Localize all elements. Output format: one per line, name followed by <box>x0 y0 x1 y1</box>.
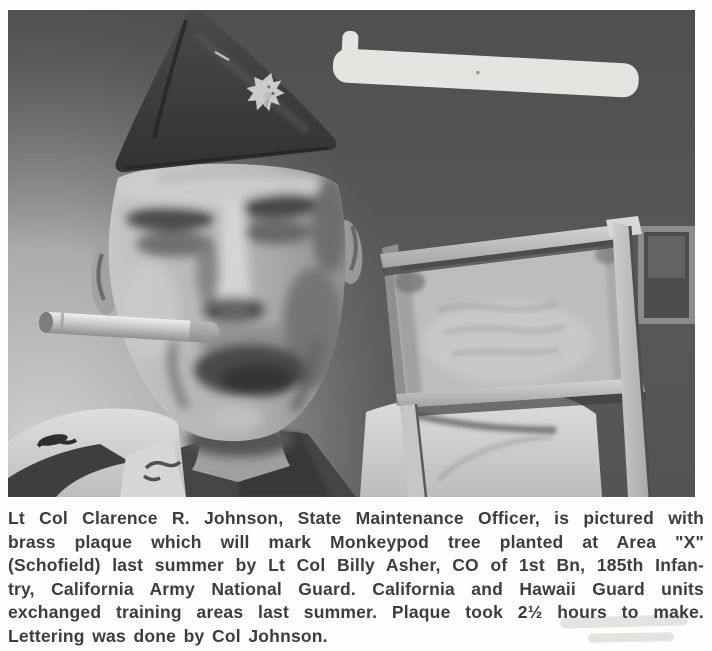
caption-line-2: brass plaque which will mark Monkeypod tree planted at Area "X" <box>8 531 704 552</box>
caption-line-6: Lettering was done by Col Johnson. <box>8 625 328 646</box>
caption-line-3: (Schofield) last summer by Lt Col Billy Asher, CO of 1st Bn, 185th Infan- <box>8 555 704 576</box>
photo-caption <box>8 507 704 649</box>
caption-line-1: Lt Col Clarence R. Johnson, State Maintenance Officer, is pictured with <box>8 508 704 528</box>
photo-illustration <box>8 10 695 497</box>
caption-line-4: try, California Army National Guard. California and Hawaii Guard units <box>8 578 704 599</box>
picture-frame <box>638 226 695 324</box>
caption-line-5: exchanged training areas last summer. Plaque took 2½ hours to make. <box>8 602 704 623</box>
photograph <box>8 10 695 497</box>
